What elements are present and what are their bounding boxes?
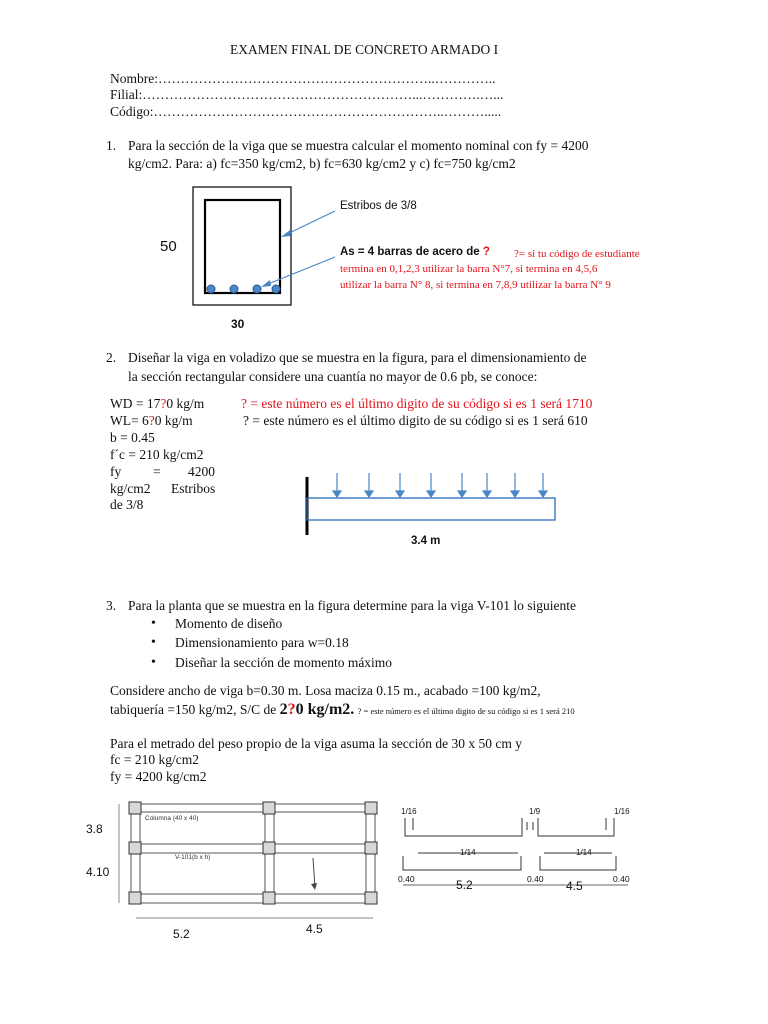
coef-span-1: 5.2 — [456, 878, 473, 892]
b-value: b = 0.45 — [110, 430, 155, 445]
q1-line2: kg/cm2. Para: a) fc=350 kg/cm2, b) fc=630 kg/cm2 y c) fc=750 kg/cm2 — [128, 156, 516, 171]
coef-2: 1/9 — [529, 807, 541, 816]
fy-value: 4200 — [188, 464, 215, 479]
columna-label: Columna (40 x 40) — [145, 815, 199, 822]
filial-line: Filial:……………………………………………………...………….…... — [110, 87, 504, 102]
fy-eq: = — [153, 464, 161, 479]
wl-a: WL= 6 — [110, 413, 149, 428]
support-2: 0.40 — [527, 874, 544, 884]
section-height-label: 50 — [160, 238, 177, 255]
consider-line1: Considere ancho de viga b=0.30 m. Losa maciza 0.15 m., acabado =100 kg/m2, — [110, 683, 541, 698]
coef-5: 1/14 — [576, 848, 592, 857]
as-label-text: As = 4 barras de acero de — [340, 246, 480, 258]
bullet-1: • Momento de diseño — [175, 616, 282, 632]
coef-4: 1/14 — [460, 848, 476, 857]
fc-line: fc = 210 kg/cm2 — [110, 752, 199, 767]
metrado-line: Para el metrado del peso propio de la viga asuma la sección de 30 x 50 cm y — [110, 736, 522, 751]
q2-line1: Diseñar la viga en voladizo que se muestra en la figura, para el dimensionamiento de — [128, 350, 587, 365]
as-label-question: ? — [482, 246, 490, 258]
sc-note: ? = este número es el último digito de su código si es 1 será 210 — [357, 706, 575, 716]
wd-note-text: ? = este número es el último digito de su código si es 1 será 1710 — [241, 396, 593, 411]
sc-a: 2 — [279, 701, 288, 718]
dim-410: 4.10 — [86, 865, 110, 879]
sc-q: ? — [287, 701, 296, 718]
q2-line2: la sección rectangular considere una cuantía no mayor de 0.6 pb, se conoce: — [128, 369, 538, 384]
red-note-2: termina en 0,1,2,3 utilizar la barra N°7, si termina en 4,5,6 — [340, 263, 598, 275]
q3-line1: Para la planta que se muestra en la figura determine para la viga V-101 lo siguiente — [128, 598, 576, 613]
q1-number: 1. — [106, 138, 117, 153]
fy-label: fy — [110, 464, 122, 479]
stirrup-label: Estribos de 3/8 — [340, 200, 417, 212]
codigo-line: Código:………………………………………………………..………..... — [110, 104, 502, 119]
wd-a: WD = 17 — [110, 396, 161, 411]
red-note-3: utilizar la barra N° 8, si termina en 7,8,9 utilizar la barra N° 9 — [340, 279, 611, 291]
estribos-value: de 3/8 — [110, 497, 144, 512]
sc-b: 0 kg/m2. — [295, 701, 355, 718]
fy-line: fy = 4200 kg/cm2 — [110, 769, 207, 784]
dim-38: 3.8 — [86, 822, 103, 836]
wl-note: ? = este número es el último digito de su código si es 1 será 610 — [243, 413, 588, 428]
coef-span-2: 4.5 — [566, 879, 583, 893]
section-width-label: 30 — [231, 317, 245, 331]
coef-1: 1/16 — [401, 807, 417, 816]
wd-b: 0 kg/m — [166, 396, 205, 411]
support-3: 0.40 — [613, 874, 630, 884]
wd-q: ? — [160, 396, 167, 411]
support-1: 0.40 — [398, 874, 415, 884]
page-title: EXAMEN FINAL DE CONCRETO ARMADO I — [230, 42, 499, 57]
coef-3: 1/16 — [614, 807, 630, 816]
name-line: Nombre:……………………………………………………..………….. — [110, 71, 496, 86]
fy-unit: kg/cm2 — [110, 481, 151, 496]
bullet-2: • Dimensionamiento para w=0.18 — [175, 635, 349, 651]
wl-b: 0 kg/m — [154, 413, 193, 428]
estribos-label: Estribos — [171, 481, 216, 496]
fc-value: f´c = 210 kg/cm2 — [110, 447, 204, 462]
dim-45: 4.5 — [306, 922, 323, 936]
q2-number: 2. — [106, 350, 117, 365]
dim-52: 5.2 — [173, 927, 190, 941]
red-note-1: ?= si tu código de estudiante — [514, 248, 640, 260]
viga-label: V-101(b x h) — [175, 854, 211, 861]
q3-number: 3. — [106, 598, 117, 613]
wl-q: ? — [148, 413, 155, 428]
consider-text: tabiquería =150 kg/m2, S/C de — [110, 702, 277, 717]
span-label: 3.4 m — [411, 535, 441, 547]
bullet-3: • Diseñar la sección de momento máximo — [175, 655, 392, 671]
q1-line1: Para la sección de la viga que se muestra calcular el momento nominal con fy = 4200 — [128, 138, 589, 153]
